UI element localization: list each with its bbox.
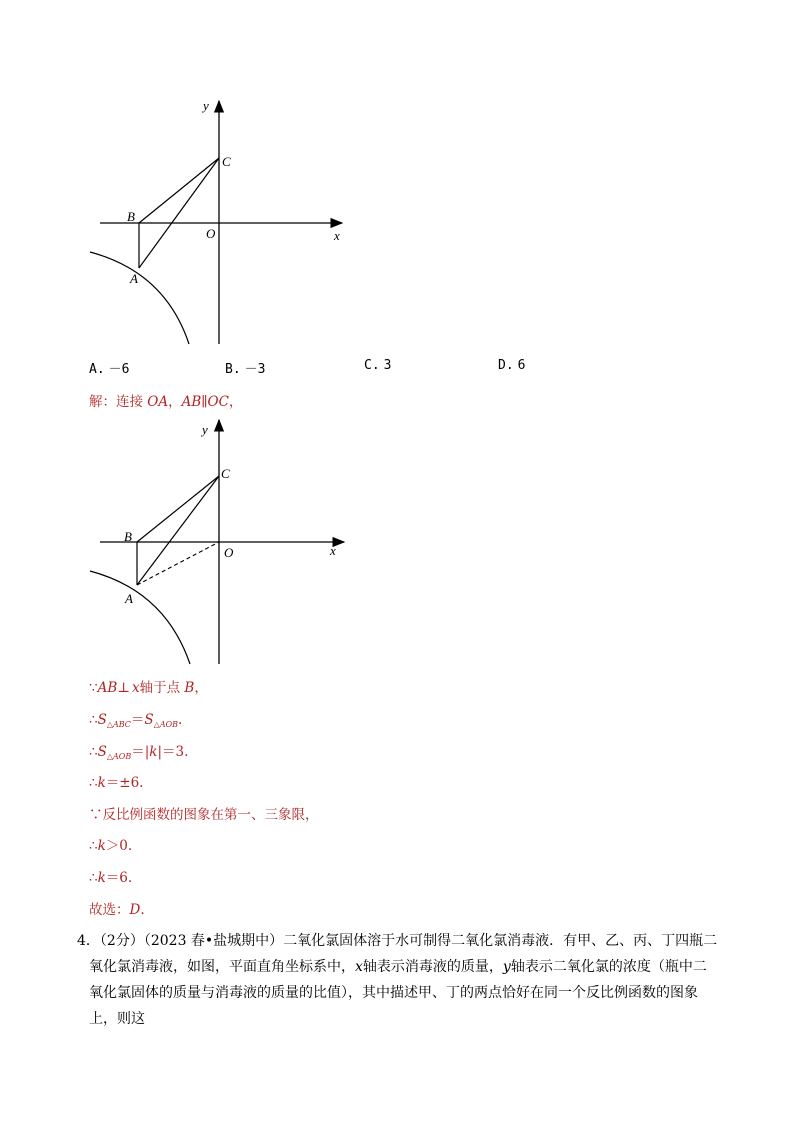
label-a: A (125, 591, 133, 606)
question-source: （2023 春•盐城期中） (143, 933, 284, 949)
label-o: O (206, 226, 216, 241)
question-score: （2分） (99, 933, 144, 949)
solution-intro: 解：连接 OA，AB∥OC， (89, 394, 243, 410)
figure-2 (0, 410, 400, 675)
solution-step-3: $\therefore S_{\triangle AOB}=|k|=3$. (89, 744, 189, 761)
label-b: B (127, 209, 135, 224)
label-y: y (202, 422, 208, 437)
solution-step-6: ∴k＞0. (89, 838, 133, 854)
label-x: x (330, 543, 336, 558)
label-a: A (130, 271, 138, 286)
solution-step-7: ∴k＝6. (89, 870, 133, 886)
label-c: C (221, 466, 230, 481)
question-number: 4． (77, 933, 100, 949)
choice-d[interactable]: D. 6 (498, 358, 526, 373)
solution-step-4: ∴k＝±6. (89, 775, 144, 791)
segment-ac (137, 476, 219, 585)
figure-1 (0, 0, 400, 350)
segment-oa-dashed (137, 542, 219, 585)
solution-step-5: ∵反比例函数的图象在第一、三象限， (89, 807, 319, 823)
choice-b[interactable]: B. －3 (225, 362, 266, 377)
label-o: O (224, 545, 234, 560)
segment-bc (137, 476, 219, 542)
label-y: y (203, 98, 209, 113)
label-x: x (334, 228, 340, 243)
solution-step-2: $\therefore S_{\triangle ABC}=S_{\triangle AOB}$. (89, 712, 183, 729)
choice-a[interactable]: A. －6 (89, 362, 130, 377)
choice-c[interactable]: C. 3 (364, 358, 392, 373)
label-b: B (124, 529, 132, 544)
solution-answer: 故选：D. (89, 902, 145, 918)
question-4: 4．（2分）（2023 春•盐城期中）二氧化氯固体溶于水可制得二氧化氯消毒液．有甲、乙、丙、丁四瓶二氧化氯消毒液，如图，平面直角坐标系中，x轴表示消毒液的质量，y轴表示二氧化氯的浓度（瓶中二氧化氯固体的质量与消毒液的质量的比值），其中描述甲、丁的两点恰好在同一个反比例函数的图象上，则这 (77, 933, 718, 1027)
hyperbola-branch (90, 571, 190, 664)
label-c: C (222, 154, 231, 169)
solution-step-1: ∵AB⊥ x轴于点 B， (89, 680, 208, 696)
